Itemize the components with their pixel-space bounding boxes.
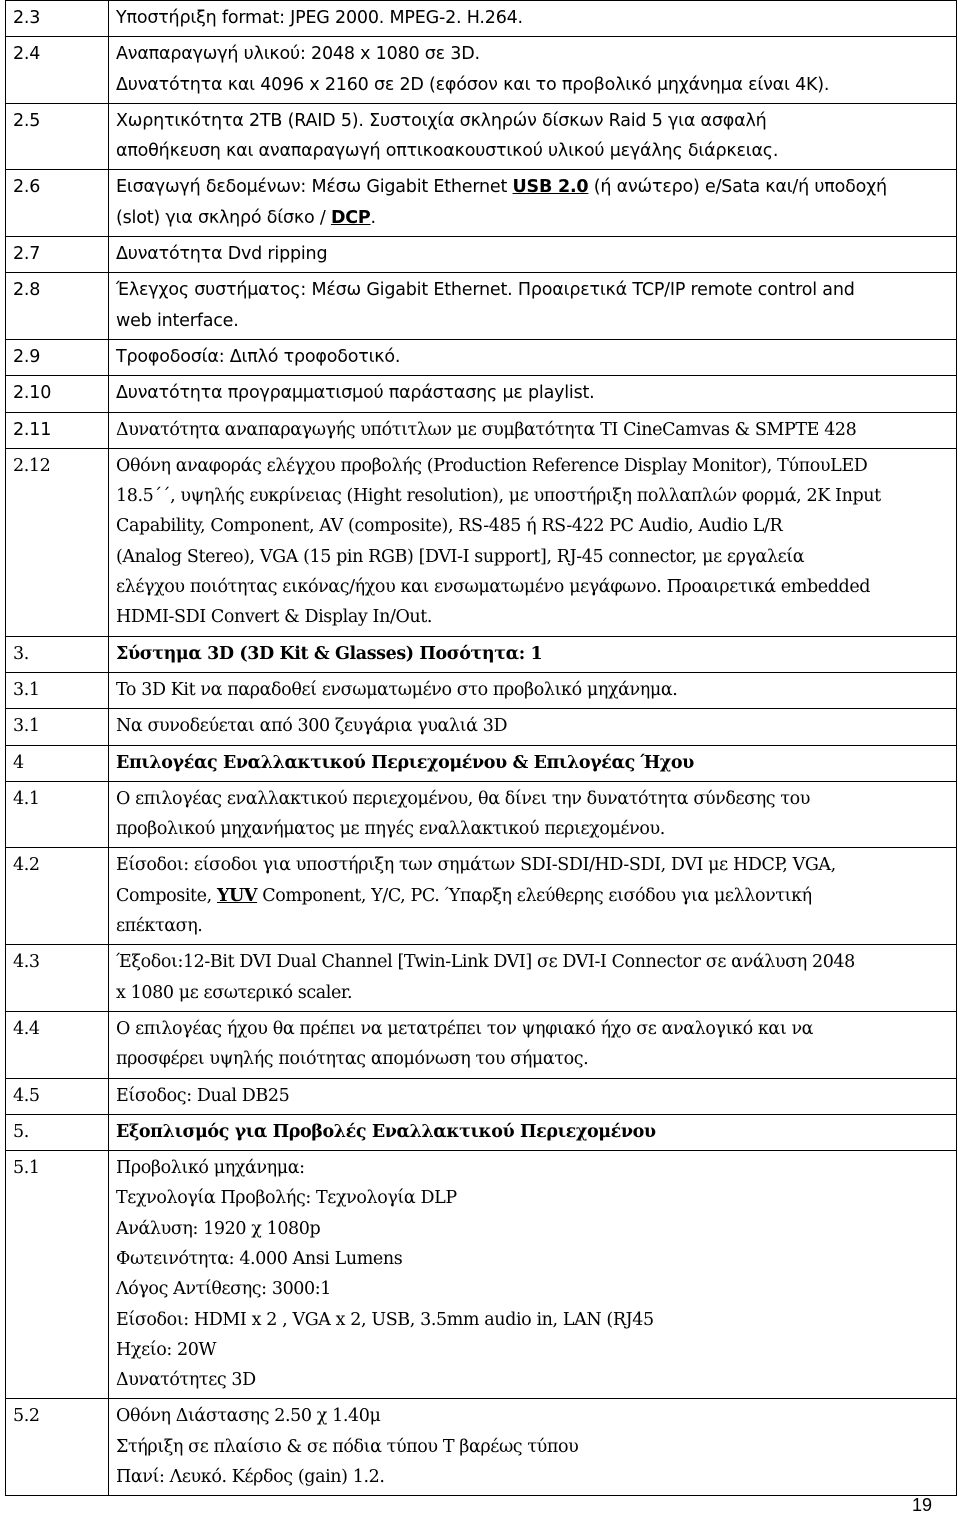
row-text-line bbox=[116, 172, 950, 202]
row-text-line: Ο επιλογέας ήχου θα πρέπει να μετατρέπει τον ψηφιακό ήχο σε αναλογικό και να bbox=[116, 1018, 814, 1039]
row-number: 2.8 bbox=[6, 273, 109, 340]
spec-table bbox=[5, 0, 957, 1496]
row-number: 2.5 bbox=[6, 103, 109, 170]
table-row bbox=[6, 848, 957, 945]
row-text-line: αποθήκευση και αναπαραγωγή οπτικοακουστικού υλικού μεγάλης διάρκειας. bbox=[116, 141, 779, 162]
row-text-line: επέκταση. bbox=[116, 916, 203, 937]
row-text bbox=[109, 1011, 957, 1078]
row-text-line: (Analog Stereo), VGA (15 pin RGB) [DVI-I support], RJ-45 connector, με εργαλεία bbox=[116, 546, 805, 567]
row-number: 2.4 bbox=[6, 37, 109, 104]
row-text bbox=[109, 273, 957, 340]
table-row bbox=[6, 1078, 957, 1114]
row-text: Τροφοδοσία: Διπλό τροφοδοτικό. bbox=[109, 339, 957, 375]
row-text-line: Capability, Component, AV (composite), RS-485 ή RS-422 PC Audio, Audio L/R bbox=[116, 516, 783, 537]
row-text: Δυνατότητα προγραμματισμού παράστασης με playlist. bbox=[109, 376, 957, 412]
text-run: (slot) για σκληρό δίσκο / bbox=[116, 207, 331, 228]
row-number: 2.7 bbox=[6, 237, 109, 273]
table-row bbox=[6, 1151, 957, 1399]
row-text-line: προσφέρει υψηλής ποιότητας απομόνωση του σήματος. bbox=[116, 1049, 589, 1070]
row-text-line: 18.5΄΄, υψηλής ευκρίνειας (Hight resolution), με υποστήριξη πολλαπλών φορμά, 2K Input bbox=[116, 486, 881, 507]
table-row bbox=[6, 376, 957, 412]
text-run: Component, Y/C, PC. Ύπαρξη ελεύθερης εισόδου για μελλοντική bbox=[257, 885, 812, 906]
row-text: Υποστήριξη format: JPEG 2000. MPEG-2. H.264. bbox=[109, 1, 957, 37]
row-number: 2.9 bbox=[6, 339, 109, 375]
row-text-line: Χωρητικότητα 2TB (RAID 5). Συστοιχία σκληρών δίσκων Raid 5 για ασφαλή bbox=[116, 110, 767, 131]
row-text-line: Δυνατότητες 3D bbox=[116, 1370, 256, 1391]
usb-term: USB 2.0 bbox=[512, 177, 589, 198]
row-text-line: Στήριξη σε πλαίσιο & σε πόδια τύπου Τ βαρέως τύπου bbox=[116, 1436, 579, 1457]
table-row bbox=[6, 1399, 957, 1496]
row-text-line: Οθόνη αναφοράς ελέγχου προβολής (Production Reference Display Monitor), ΤύπουLED bbox=[116, 455, 868, 476]
table-row bbox=[6, 636, 957, 672]
row-text: Δυνατότητα Dvd ripping bbox=[109, 237, 957, 273]
row-text-line: Οθόνη Διάστασης 2.50 χ 1.40μ bbox=[116, 1406, 381, 1427]
text-run: Composite, bbox=[116, 885, 217, 906]
row-number: 2.11 bbox=[6, 412, 109, 448]
row-text: Σύστημα 3D (3D Kit & Glasses) Ποσότητα: 1 bbox=[109, 636, 957, 672]
table-row bbox=[6, 781, 957, 848]
table-row bbox=[6, 745, 957, 781]
table-row bbox=[6, 170, 957, 237]
row-text-line: Έξοδοι:12-Bit DVI Dual Channel [Twin-Link DVI] σε DVI-I Connector σε ανάλυση 2048 bbox=[116, 952, 855, 973]
row-number: 2.6 bbox=[6, 170, 109, 237]
row-text-line: web interface. bbox=[116, 310, 239, 331]
row-number: 3. bbox=[6, 636, 109, 672]
row-text-line: Τεχνολογία Προβολής: Τεχνολογία DLP bbox=[116, 1188, 457, 1209]
table-row bbox=[6, 412, 957, 448]
text-run: Εισαγωγή δεδομένων: Μέσω Gigabit Ethernet bbox=[116, 177, 513, 198]
row-text bbox=[109, 1399, 957, 1496]
row-text-line: προβολικού μηχανήματος με πηγές εναλλακτικού περιεχομένου. bbox=[116, 819, 665, 840]
row-text bbox=[109, 848, 957, 945]
text-run: . bbox=[370, 207, 376, 228]
table-row bbox=[6, 672, 957, 708]
row-text-line: Αναπαραγωγή υλικού: 2048 x 1080 σε 3D. bbox=[116, 44, 480, 65]
row-number: 4.4 bbox=[6, 1011, 109, 1078]
row-number: 2.12 bbox=[6, 448, 109, 636]
row-number: 2.10 bbox=[6, 376, 109, 412]
row-text: Εξοπλισμός για Προβολές Εναλλακτικού Περιεχομένου bbox=[109, 1114, 957, 1150]
row-text-line: Προβολικό μηχάνημα: bbox=[116, 1158, 305, 1179]
table-row bbox=[6, 945, 957, 1012]
row-text bbox=[109, 103, 957, 170]
row-text: Επιλογέας Εναλλακτικού Περιεχομένου & Επιλογέας Ήχου bbox=[109, 745, 957, 781]
row-text-line: HDMI-SDI Convert & Display In/Out. bbox=[116, 607, 433, 628]
row-text-line: Λόγος Αντίθεσης: 3000:1 bbox=[116, 1279, 332, 1300]
row-text-line: ελέγχου ποιότητας εικόνας/ήχου και ενσωματωμένο μεγάφωνο. Προαιρετικά embedded bbox=[116, 577, 871, 598]
row-text bbox=[109, 945, 957, 1012]
row-text bbox=[109, 170, 957, 237]
row-text-line bbox=[116, 203, 950, 233]
row-text: Δυνατότητα αναπαραγωγής υπότιτλων με συμβατότητα TI CineCamvas & SMPTE 428 bbox=[109, 412, 957, 448]
row-text-line bbox=[116, 881, 950, 911]
row-text-line: Ανάλυση: 1920 χ 1080p bbox=[116, 1218, 321, 1239]
row-text: Είσοδος: Dual DB25 bbox=[109, 1078, 957, 1114]
table-row bbox=[6, 1011, 957, 1078]
table-row bbox=[6, 273, 957, 340]
row-text bbox=[109, 1151, 957, 1399]
table-row bbox=[6, 37, 957, 104]
row-text bbox=[109, 781, 957, 848]
row-number: 3.1 bbox=[6, 672, 109, 708]
row-text-line: Δυνατότητα και 4096 x 2160 σε 2D (εφόσον και το προβολικό μηχάνημα είναι 4K). bbox=[116, 74, 830, 95]
table-row bbox=[6, 1114, 957, 1150]
row-text bbox=[109, 37, 957, 104]
row-number: 2.3 bbox=[6, 1, 109, 37]
row-number: 5.1 bbox=[6, 1151, 109, 1399]
row-text: To 3D Kit να παραδοθεί ενσωματωμένο στο προβολικό μηχάνημα. bbox=[109, 672, 957, 708]
yuv-term: YUV bbox=[216, 885, 258, 906]
row-number: 5. bbox=[6, 1114, 109, 1150]
row-number: 5.2 bbox=[6, 1399, 109, 1496]
row-text: Να συνοδεύεται από 300 ζευγάρια γυαλιά 3D bbox=[109, 709, 957, 745]
row-text-line: Ηχείο: 20W bbox=[116, 1339, 217, 1360]
row-text-line: Έλεγχος συστήματος: Μέσω Gigabit Ethernet. Προαιρετικά TCP/IP remote control and bbox=[116, 280, 855, 301]
row-number: 4.1 bbox=[6, 781, 109, 848]
row-number: 4.2 bbox=[6, 848, 109, 945]
table-row bbox=[6, 709, 957, 745]
row-text-line: x 1080 με εσωτερικό scaler. bbox=[116, 982, 353, 1003]
row-text-line: Φωτεινότητα: 4.000 Ansi Lumens bbox=[116, 1248, 403, 1269]
table-row bbox=[6, 103, 957, 170]
table-row bbox=[6, 237, 957, 273]
row-text-line: Πανί: Λευκό. Κέρδος (gain) 1.2. bbox=[116, 1467, 385, 1488]
row-text bbox=[109, 448, 957, 636]
row-text-line: Είσοδοι: HDMI x 2 , VGA x 2, USB, 3.5mm audio in, LAN (RJ45 bbox=[116, 1309, 654, 1330]
row-text-line: Ο επιλογέας εναλλακτικού περιεχομένου, θα δίνει την δυνατότητα σύνδεσης του bbox=[116, 788, 811, 809]
page-number: 19 bbox=[912, 1495, 933, 1515]
row-text-line: Είσοδοι: είσοδοι για υποστήριξη των σημάτων SDI-SDI/HD-SDI, DVI με HDCP, VGA, bbox=[116, 855, 836, 876]
row-number: 3.1 bbox=[6, 709, 109, 745]
text-run: (ή ανώτερο) e/Sata και/ή υποδοχή bbox=[588, 177, 887, 198]
row-number: 4.5 bbox=[6, 1078, 109, 1114]
table-row bbox=[6, 339, 957, 375]
table-row bbox=[6, 1, 957, 37]
row-number: 4.3 bbox=[6, 945, 109, 1012]
table-row bbox=[6, 448, 957, 636]
row-number: 4 bbox=[6, 745, 109, 781]
dcp-term: DCP bbox=[330, 207, 371, 228]
